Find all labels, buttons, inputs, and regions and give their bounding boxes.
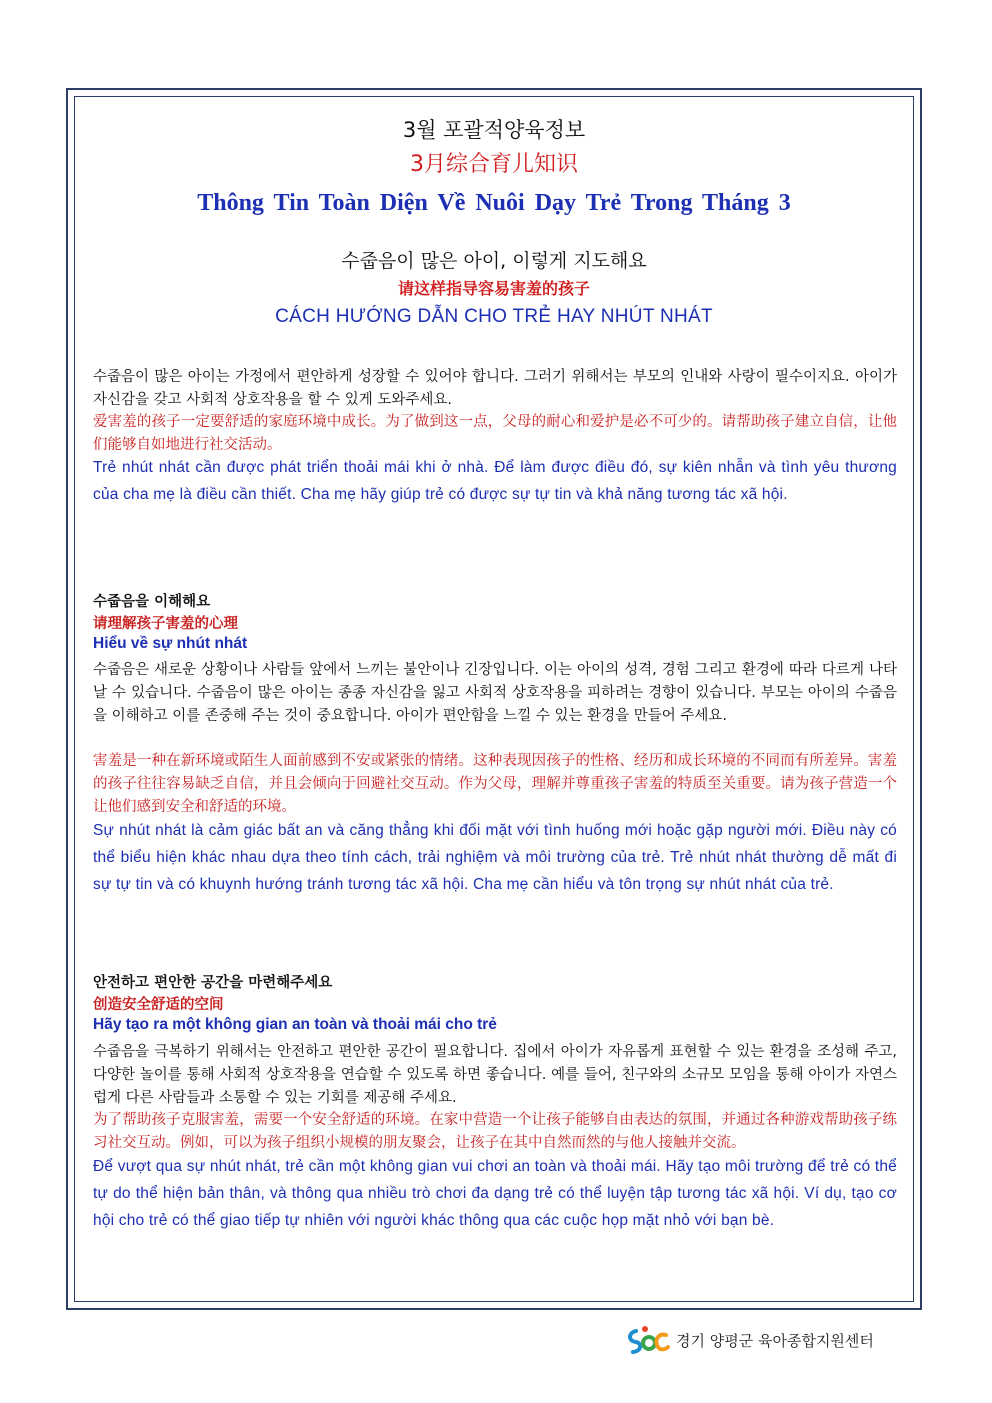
intro-chinese: 爱害羞的孩子一定要舒适的家庭环境中成长。为了做到这一点，父母的耐心和爱护是必不可少的。请帮助孩子建立自信，让他们能够自如地进行社交活动。 <box>93 414 897 453</box>
subtitle-chinese: 请这样指导容易害羞的孩子 <box>397 279 590 298</box>
subtitle-vietnamese: CÁCH HƯỚNG DẪN CHO TRẺ HAY NHÚT NHÁT <box>275 306 713 327</box>
section1-heading-vietnamese: Hiểu về sự nhút nhát <box>93 635 248 652</box>
section1-chinese: 害羞是一种在新环境或陌生人面前感到不安或紧张的情绪。这种表现因孩子的性格、经历和成长环境的不同而有所差异。害羞的孩子往往容易缺乏自信，并且会倾向于回避社交互动。作为父母，理解并尊重孩子害羞的特质至关重要。请为孩子营造一个让他们感到安全和舒适的环境。 <box>93 753 897 815</box>
title-vietnamese: Thông Tin Toàn Diện Về Nuôi Dạy Trẻ Trong Tháng 3 <box>197 190 791 216</box>
section1-heading-korean: 수줍음을 이해해요 <box>93 594 211 610</box>
subtitle-block <box>74 246 914 332</box>
section2-heading-vietnamese: Hãy tạo ra một không gian an toàn và thoải mái cho trẻ <box>93 1016 497 1033</box>
org-logo-icon <box>626 1323 672 1357</box>
section2-vietnamese: Để vượt qua sự nhút nhát, trẻ cần một không gian vui chơi an toàn và thoải mái. Hãy tạo môi trường để trẻ có thể tự do thể hiện bản thân, và thông qua nhiều trò chơi đa dạng trẻ có thể luyện tập tương tác xã hội. Ví dụ, tạo cơ hội cho trẻ có thể giao tiếp tự nhiên với người khác thông qua các cuộc họp mặt nhỏ với bạn bè. <box>93 1158 897 1229</box>
section1-vietnamese: Sự nhút nhát là cảm giác bất an và căng thẳng khi đối mặt với tình huống mới hoặc gặp người mới. Điều này có thể biểu hiện khác nhau dựa theo tính cách, trải nghiệm và môi trường của trẻ. Trẻ nhút nhát thường dễ mất đi sự tự tin và có khuynh hướng tránh tương tác xã hội. Cha mẹ cần hiểu và tôn trọng sự nhút nhát của trẻ. <box>93 822 897 893</box>
section1-korean: 수줍음은 새로운 상황이나 사람들 앞에서 느끼는 불안이나 긴장입니다. 이는 아이의 성격, 경험 그리고 환경에 따라 다르게 나타날 수 있습니다. 수줍음이 많은 아이는 종종 자신감을 잃고 사회적 상호작용을 피하려는 경향이 있습니다. 부모는 아이의 수줍음을 이해하고 이를 존중해 주는 것이 중요합니다. 아이가 편안함을 느낄 수 있는 환경을 만들어 주세요. <box>93 662 897 724</box>
subtitle-korean: 수줍음이 많은 아이, 이렇게 지도해요 <box>341 250 647 272</box>
section2-chinese: 为了帮助孩子克服害羞，需要一个安全舒适的环境。在家中营造一个让孩子能够自由表达的氛围，并通过各种游戏帮助孩子练习社交互动。例如，可以为孩子组织小规模的朋友聚会，让孩子在其中自然而然的与他人接触并交流。 <box>93 1112 897 1151</box>
intro-vietnamese: Trẻ nhút nhát cần được phát triển thoải mái khi ở nhà. Để làm được điều đó, sự kiên nhẫn và tình yêu thương của cha mẹ là điều cần thiết. Cha mẹ hãy giúp trẻ có được sự tự tin và khả năng tương tác xã hội. <box>93 459 897 503</box>
intro-korean: 수줍음이 많은 아이는 가정에서 편안하게 성장할 수 있어야 합니다. 그러기 위해서는 부모의 인내와 사랑이 필수이지요. 아이가 자신감을 갖고 사회적 상호작용을 할 수 있게 도와주세요. <box>93 369 897 408</box>
title-block <box>74 113 914 223</box>
section2-heading-chinese: 创造安全舒适的空间 <box>93 997 224 1013</box>
section2-korean: 수줍음을 극복하기 위해서는 안전하고 편안한 공간이 필요합니다. 집에서 아이가 자유롭게 표현할 수 있는 환경을 조성해 주고, 다양한 놀이를 통해 사회적 상호작용을 연습할 수 있도록 하면 좋습니다. 예를 들어, 친구와의 소규모 모임을 통해 아이가 자연스럽게 다른 사람들과 소통할 수 있는 기회를 제공해 주세요. <box>93 1044 897 1106</box>
title-korean: 3월 포괄적양육정보 <box>402 118 586 142</box>
section1-heading-chinese: 请理解孩子害羞的心理 <box>93 616 238 632</box>
org-name: 경기 양평군 육아종합지원센터 <box>676 1331 874 1350</box>
section2-heading-korean: 안전하고 편안한 공간을 마련해주세요 <box>93 975 333 991</box>
footer <box>626 1322 874 1358</box>
title-chinese: 3月综合育儿知识 <box>410 152 578 177</box>
